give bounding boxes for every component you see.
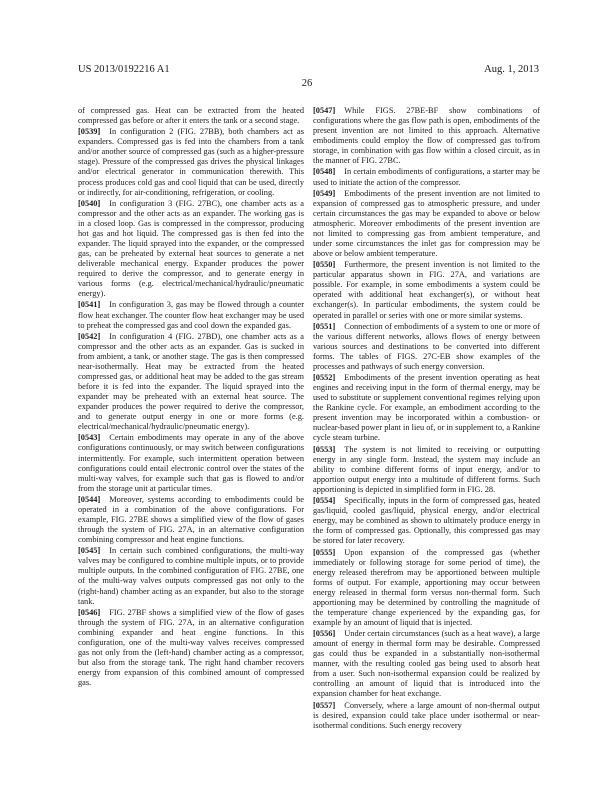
paragraph-0539	[78, 127, 304, 197]
paragraph-number: [0553]	[313, 444, 336, 454]
paragraph-number: [0549]	[313, 188, 336, 198]
paragraph-0554	[313, 496, 540, 546]
paragraph-text: Embodiments of the present invention are not limited to expansion of compressed gas to atmospheric pressure, and under certain circumstances the gas may be expanded to above or below atmospheric. Moreover embodiments of the present invention are not limited to compressing gas from ambient temperature, and under some circumstances the inlet gas for compression may be above or below ambient temperature.	[313, 188, 540, 259]
paragraph-text: The system is not limited to receiving or outputting energy in any single form. Instead, the system may include an ability to combine different forms of input energy, and/or to apportion output energy into a multitude of different forms. Such apportioning is depicted in simplified form in FIG. 28.	[313, 444, 540, 494]
paragraph-0550	[313, 260, 540, 320]
paragraph-text: In configuration 3, gas may be flowed through a counter flow heat exchanger. The counter flow heat exchanger may be used to preheat the compressed gas and cool down the expanded gas.	[78, 300, 304, 330]
paragraph-number: [0545]	[78, 546, 101, 556]
paragraph-0542	[78, 332, 304, 432]
paragraph-number: [0557]	[313, 700, 336, 710]
paragraph-number: [0547]	[313, 106, 336, 115]
publication-number: US 2013/0192216 A1	[78, 64, 170, 75]
paragraph-continuation	[78, 106, 304, 126]
paragraph-text: Specifically, inputs in the form of compressed gas, heated gas/liquid, cooled gas/liquid, physical energy, and/or electrical energy, may be combined as shown to ultimately produce energy in the form of compressed gas. Optionally, this compressed gas may be stored for later recovery.	[313, 496, 540, 546]
paragraph-text: Under certain circumstances (such as a heat wave), a large amount of energy in thermal form may be desirable. Compressed gas could thus be expanded in a substantially non-isothermal manner, with the resulting cooled gas being used to absorb heat from a user. Such non-isothermal expansion could be realized by controlling an amount of liquid that is introduced into the expansion chamber for heat exchange.	[313, 629, 540, 699]
paragraph-0544	[78, 495, 304, 545]
paragraph-text: In configuration 3 (FIG. 27BC), one chamber acts as a compressor and the other acts as an expander. The working gas is in a closed loop. Gas is compressed in the compressor, producing hot gas and hot liquid. The compressed gas is then fed into the expander. The liquid sprayed into the expander, or the compressed gas, can be preheated by external heat sources to generate a net deliverable mechanical energy. Expander produces the power required to derive the compressor, and to generate energy in various forms (e.g. electrical/mechanical/hydraulic/pneumatic energy).	[78, 198, 304, 299]
paragraph-number: [0541]	[78, 300, 101, 310]
right-column	[313, 106, 540, 732]
paragraph-0549	[313, 189, 540, 259]
paragraph-text: of compressed gas. Heat can be extracted from the heated compressed gas before or after it enters the tank or a second stage.	[78, 106, 304, 126]
paragraph-text: Furthermore, the present invention is not limited to the particular apparatus shown in FIG. 27A, and variations are possible. For example, in some embodiments a system could be operated with additional heat exchanger(s), or without heat exchanger(s). In particular embodiments, the system could be operated in parallel or series with one or more similar systems.	[313, 260, 540, 320]
paragraph-text: While FIGS. 27BE-BF show combinations of configurations where the gas flow path is open, embodiments of the present invention are not limited to this approach. Alternative embodiments could employ the flow of compressed gas to/from storage, in combination with gas flow within a closed circuit, as in the manner of FIG. 27BC.	[313, 106, 540, 166]
paragraph-text: In configuration 2 (FIG. 27BB), both chambers act as expanders. Compressed gas is fed into the chambers from a tank and/or another source of compressed gas (such as a higher-pressure stage). Pressure of the compressed gas drives the physical linkages and/or electrical generator in communication therewith. This process produces cold gas and cool liquid that can be used, directly or indirectly, for air-conditioning, refrigeration, or cooling.	[78, 127, 304, 197]
paragraph-number: [0555]	[313, 547, 336, 557]
paragraph-number: [0551]	[313, 321, 336, 331]
left-column	[78, 106, 304, 689]
page-number: 26	[301, 78, 313, 89]
paragraph-0548	[313, 167, 540, 187]
paragraph-text: Moreover, systems according to embodiments could be operated in a combination of the above configurations. For example, FIG. 27BE shows a simplified view of the flow of gases through the system of FIG. 27A, in an alternative configuration combining compressor and heat engine functions.	[78, 494, 304, 545]
paragraph-0547	[313, 106, 540, 166]
paragraph-text: Conversely, where a large amount of non-thermal output is desired, expansion could take place under isothermal or near-isothermal conditions. Such energy recovery	[313, 700, 540, 730]
paragraph-text: In certain such combined configurations, the multi-way valves may be configured to combine multiple inputs, or to provide multiple outputs. In the combined configuration of FIG. 27BE, one of the multi-way valves outputs compressed gas not only to the (right-hand) chamber acting as an expander, but also to the storage tank.	[78, 546, 304, 606]
publication-date: Aug. 1, 2013	[484, 64, 539, 75]
paragraph-text: FIG. 27BF shows a simplified view of the flow of gases through the system of FIG. 27A, in an alternative configuration combining expander and heat engine functions. In this configuration, one of the multi-way valves receives compressed gas not only from the (left-hand) chamber acting as a compressor, but also from the storage tank. The right hand chamber recovers energy from expansion of this combined amount of compressed gas.	[78, 607, 304, 688]
paragraph-0556	[313, 629, 540, 699]
paragraph-0543	[78, 433, 304, 493]
paragraph-0553	[313, 445, 540, 495]
paragraph-number: [0550]	[313, 260, 336, 270]
paragraph-0552	[313, 373, 540, 443]
paragraph-text: In certain embodiments of configurations, a starter may be used to initiate the action of the compressor.	[313, 167, 540, 187]
paragraph-text: Certain embodiments may operate in any of the above configurations continuously, or may switch between configurations intermittently. For example, such intermittent operation between configurations could entail electronic control over the states of the multi-way valves, for example such that gas is flowed to and/or from the storage unit at particular times.	[78, 433, 304, 493]
paragraph-text: Connection of embodiments of a system to one or more of the various different networks, allows flows of energy between various sources and destinations to be converted into different forms. The tables of FIGS. 27C-EB show examples of the processes and pathways of such energy conversion.	[313, 321, 540, 371]
paragraph-0555	[313, 548, 540, 628]
paragraph-text: Embodiments of the present invention operating as heat engines and receiving input in the form of thermal energy, may be used to substitute or supplement conventional regimes relying upon the Rankine cycle. For example, an embodiment according to the present invention may be incorporated within a combustion- or nuclear-based power plant in lieu of, or in supplement to, a Rankine cycle steam turbine.	[313, 373, 540, 443]
paragraph-number: [0556]	[313, 629, 336, 639]
paragraph-number: [0546]	[78, 607, 101, 617]
paragraph-text: Upon expansion of the compressed gas (whether immediately or following storage for some period of time), the energy released therefrom may be apportioned between multiple forms of output. For example, apportioning may occur between energy released in thermal form versus non-thermal form. Such apportioning may be determined by controlling the magnitude of the temperature change experienced by the expanding gas, for example by an amount of liquid that is injected.	[313, 547, 540, 627]
paragraph-number: [0548]	[313, 167, 336, 177]
paragraph-number: [0544]	[78, 494, 101, 504]
paragraph-number: [0543]	[78, 433, 101, 443]
paragraph-number: [0554]	[313, 496, 336, 506]
paragraph-0546	[78, 608, 304, 688]
paragraph-number: [0542]	[78, 331, 101, 341]
paragraph-0545	[78, 546, 304, 606]
paragraph-number: [0552]	[313, 373, 336, 383]
paragraph-0551	[313, 322, 540, 372]
paragraph-0541	[78, 300, 304, 330]
paragraph-0540	[78, 199, 304, 299]
paragraph-0557	[313, 701, 540, 731]
paragraph-text: In configuration 4 (FIG. 27BD), one chamber acts as a compressor and the other acts as an expander. Gas is sucked in from ambient, a tank, or another stage. The gas is then compressed near-isothermally. Heat may be extracted from the heated compressed gas, or additional heat may be added to the gas stream before it is fed into the expander. The liquid sprayed into the expander may be preheated with an external heat source. The expander produces the power required to derive the compressor, and to generate output energy in one or more forms (e.g. electrical/mechanical/hydraulic/pneumatic energy).	[78, 331, 304, 432]
paragraph-number: [0540]	[78, 198, 101, 208]
paragraph-number: [0539]	[78, 127, 101, 137]
